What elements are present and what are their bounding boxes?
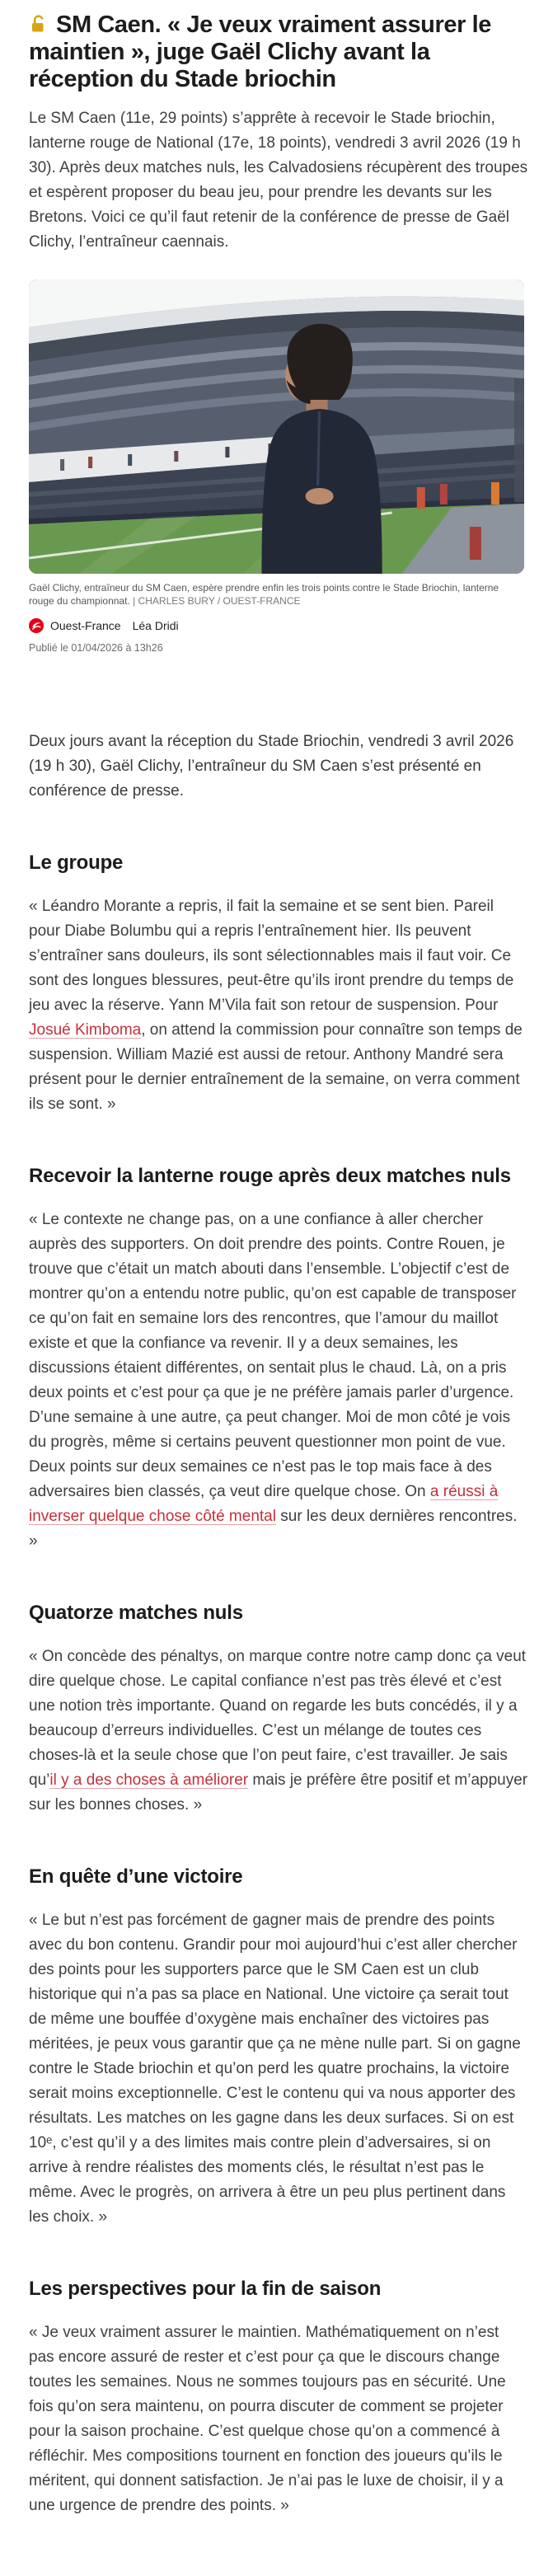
section-heading: Les perspectives pour la fin de saison [29,2278,382,2300]
page-title [29,12,526,93]
inline-link[interactable]: a réussi à inverser quelque chose côté mental [29,1483,499,1525]
section-paragraph: « Je veux vraiment assurer le maintien. Mathématiquement on n’est pas encore assuré de rester et c’est pour ça que le discours change toutes les semaines. Nous ne sommes toujours pas en sécurité. Une fois qu’on sera maintenu, on pourra discuter de comment se projeter pour la saison prochaine. C’est quelque chose qu’on a commencé à réfléchir. Mes compositions tournent en fonction des joueurs qu’ils le méritent, qui donnent satisfaction. Je n’ai pas le luxe de choisir, il y a une urgence de prendre des points. » [29,2324,506,2514]
byline [29,618,524,633]
article-title-text: SM Caen. « Je veux vraiment assurer le maintien », juge Gaël Clichy avant la réception du Stade briochin [29,12,492,92]
byline-source: Ouest-France [50,619,121,632]
article-lead: Deux jours avant la réception du Stade Briochin, vendredi 3 avril 2026 (19 h 30), Gaël Clichy, l’entraîneur du SM Caen s’est présenté en conférence de presse. [29,733,514,800]
section-paragraph: « Léandro Morante a repris, il fait la semaine et se sent bien. Pareil pour Diabe Bolumbu qui a repris l’entraînement hier. Ils peuvent s’entraîner sans douleurs, ils sont sélectionnables mais il faut voir. Ce sont des longues blessures, peut-être qu’ils iront prendre du temps de jeu avec la réserve. Yann M’Vila fait son retour de suspension. Pour Josué Kimboma, on attend la commission pour connaître son temps de suspension. William Mazié est aussi de retour. Anthony Mandré sera présent pour le dernier entraînement de la semaine, on verra comment ils se sont. » [29,898,523,1113]
ouest-france-logo-icon [29,618,44,633]
section-heading: En quête d’une victoire [29,1865,243,1888]
photo-caption [29,581,524,608]
byline-author: Léa Dridi [132,619,179,632]
section-heading: Recevoir la lanterne rouge après deux matches nuls [29,1165,511,1187]
section-paragraph: « On concède des pénaltys, on marque contre notre camp donc ça veut dire quelque chose. Le capital confiance n’est pas très élevé et c’est une notion très importante. Quand on regarde les buts concédés, il y a beaucoup d’erreurs individuelles. C’est un mélange de toutes ces choses-là et la seule chose que l’on peut faire, c’est travailler. Je sais qu’il y a des choses à améliorer mais je préfère être positif et m’appuyer sur les bonnes choses. » [29,1648,528,1814]
section-paragraph: « Le but n’est pas forcément de gagner mais de prendre des points avec du bon contenu. Grandir pour moi aujourd’hui c’est aller chercher des points pour les supporters parce que le SM Caen est un club historique qui n’a pas sa place en National. Une victoire ça serait tout de même une bouffée d’oxygène mais enchaîner des victoires pas méritées, je peux vous garantir que ça ne mène nulle part. Si on gagne contre le Stade briochin et qu’on perd les quatre prochains, la victoire serait moins exceptionnelle. C’est le contenu qui va nous apporter des résultats. Les matches on les gagne dans les deux surfaces. Si on est 10ᵉ, c’est qu’il y a des limites mais contre plein d’adversaires, si on arrive à rendre réalistes des moments clés, le résultat n’est pas le même. Avec le progrès, on arrivera à être un peu plus pertinent dans les choix. » [29,1912,521,2226]
publish-date: Publié le 01/04/2026 à 13h26 [29,642,163,654]
article-sections [29,852,528,2576]
photo-caption-text: Gaël Clichy, entraîneur du SM Caen, espère prendre enfin les trois points contre le Stade Briochin, lanterne rouge du championnat. [29,582,499,607]
section-heading: Quatorze matches nuls [29,1602,243,1624]
section-paragraph: « Le contexte ne change pas, on a une confiance à aller chercher auprès des supporters. On doit prendre des points. Contre Rouen, je trouve que c’était un match abouti dans l’ensemble. L’objectif c’est de montrer qu’on a entendu notre public, qu’on est capable de transposer ce qu’on fait en semaine lors des rencontres, que l’amour du maillot existe et que la confiance va revenir. Il y a deux semaines, les discussions étaient différentes, on sentait plus le chaud. Là, on a pris deux points et c’est pour ça que je ne préfère jamais parler d’urgence. D’une semaine à une autre, ça peut changer. Moi de mon côté je vois du progrès, même si certains peuvent questionner mon point de vue. Deux points sur deux semaines ce n’est pas le top mais face à des adversaires bien classés, ça veut dire quelque chose. On a réussi à inverser quelque chose côté mental sur les deux dernières rencontres. » [29,1211,518,1550]
article-intro: Le SM Caen (11e, 29 points) s’apprête à recevoir le Stade briochin, lanterne rouge de National (17e, 18 points), vendredi 3 avril 2026 (19 h 30). Après deux matches nuls, les Calvadosiens récupèrent des troupes et espèrent proposer du beau jeu, pour prendre les devants sur les Bretons. Voici ce qu’il faut retenir de la conférence de presse de Gaël Clichy, l’entraîneur caennais. [29,110,528,251]
inline-link[interactable]: il y a des choses à améliorer [49,1771,249,1789]
photo-credit: | CHARLES BURY / OUEST-FRANCE [133,595,301,607]
article-photo-figure [29,279,524,608]
unlocked-padlock-icon [29,13,49,33]
section-heading: Le groupe [29,852,124,874]
inline-link[interactable]: Josué Kimboma [29,1021,142,1039]
stadium-photo[interactable] [29,279,524,574]
article-page [0,12,553,2576]
